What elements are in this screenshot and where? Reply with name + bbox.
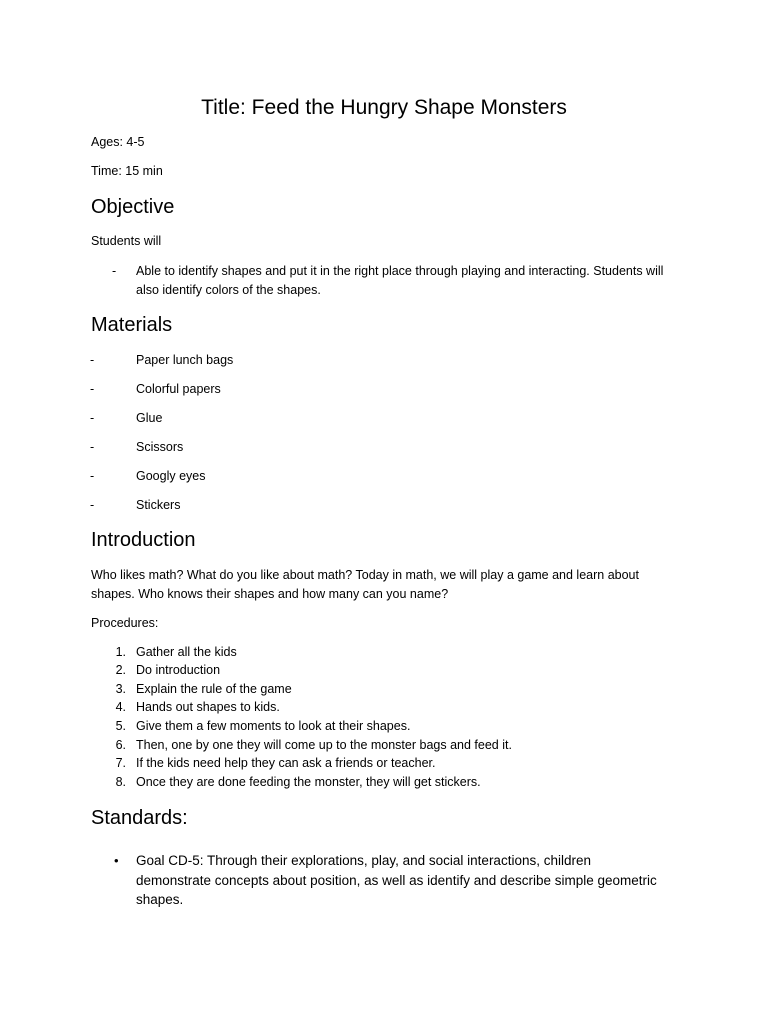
procedure-step: Gather all the kids bbox=[136, 645, 237, 659]
procedure-number: 3. bbox=[115, 682, 126, 696]
procedure-step: Give them a few moments to look at their shapes. bbox=[136, 719, 411, 733]
objective-heading: Objective bbox=[91, 196, 175, 218]
standards-bullet: • bbox=[114, 853, 119, 868]
procedure-step: If the kids need help they can ask a friends or teacher. bbox=[136, 756, 436, 770]
procedure-number: 1. bbox=[115, 645, 126, 659]
material-item: Paper lunch bags bbox=[136, 353, 234, 367]
material-dash: - bbox=[90, 382, 95, 396]
material-item: Glue bbox=[136, 411, 163, 425]
material-dash: - bbox=[90, 440, 95, 454]
procedure-number: 8. bbox=[115, 775, 126, 789]
procedures-label: Procedures: bbox=[91, 616, 159, 630]
material-item: Colorful papers bbox=[136, 382, 221, 396]
standards-heading: Standards: bbox=[91, 807, 188, 829]
objective-line-2: also identify colors of the shapes. bbox=[136, 283, 321, 297]
procedure-step: Do introduction bbox=[136, 663, 221, 677]
procedure-step: Then, one by one they will come up to the monster bags and feed it. bbox=[136, 738, 512, 752]
procedure-number: 6. bbox=[115, 738, 126, 752]
introduction-line-2: shapes. Who knows their shapes and how many can you name? bbox=[91, 587, 449, 601]
procedure-number: 5. bbox=[115, 719, 126, 733]
procedure-number: 7. bbox=[115, 756, 126, 770]
materials-heading: Materials bbox=[91, 314, 173, 336]
material-dash: - bbox=[90, 469, 95, 483]
time-line: Time: 15 min bbox=[91, 164, 163, 178]
objective-line-1: Able to identify shapes and put it in the right place through playing and interacting. Students will bbox=[136, 264, 664, 278]
standards-line-1: Goal CD-5: Through their explorations, play, and social interactions, children bbox=[136, 853, 591, 868]
material-dash: - bbox=[90, 411, 95, 425]
document-title: Title: Feed the Hungry Shape Monsters bbox=[201, 96, 567, 119]
introduction-heading: Introduction bbox=[91, 529, 196, 551]
procedure-step: Once they are done feeding the monster, they will get stickers. bbox=[136, 775, 481, 789]
material-item: Googly eyes bbox=[136, 469, 206, 483]
procedure-step: Explain the rule of the game bbox=[136, 682, 292, 696]
introduction-line-1: Who likes math? What do you like about math? Today in math, we will play a game and learn about bbox=[91, 568, 639, 582]
standards-line-2: demonstrate concepts about position, as well as identify and describe simple geometric bbox=[136, 873, 657, 888]
objective-dash: - bbox=[112, 264, 117, 278]
material-dash: - bbox=[90, 353, 95, 367]
material-item: Stickers bbox=[136, 498, 181, 512]
procedure-number: 2. bbox=[115, 663, 126, 677]
procedure-number: 4. bbox=[115, 700, 126, 714]
objective-intro: Students will bbox=[91, 234, 162, 248]
standards-line-3: shapes. bbox=[136, 892, 184, 907]
material-dash: - bbox=[90, 498, 95, 512]
procedure-step: Hands out shapes to kids. bbox=[136, 700, 280, 714]
material-item: Scissors bbox=[136, 440, 184, 454]
ages-line: Ages: 4-5 bbox=[91, 135, 145, 149]
